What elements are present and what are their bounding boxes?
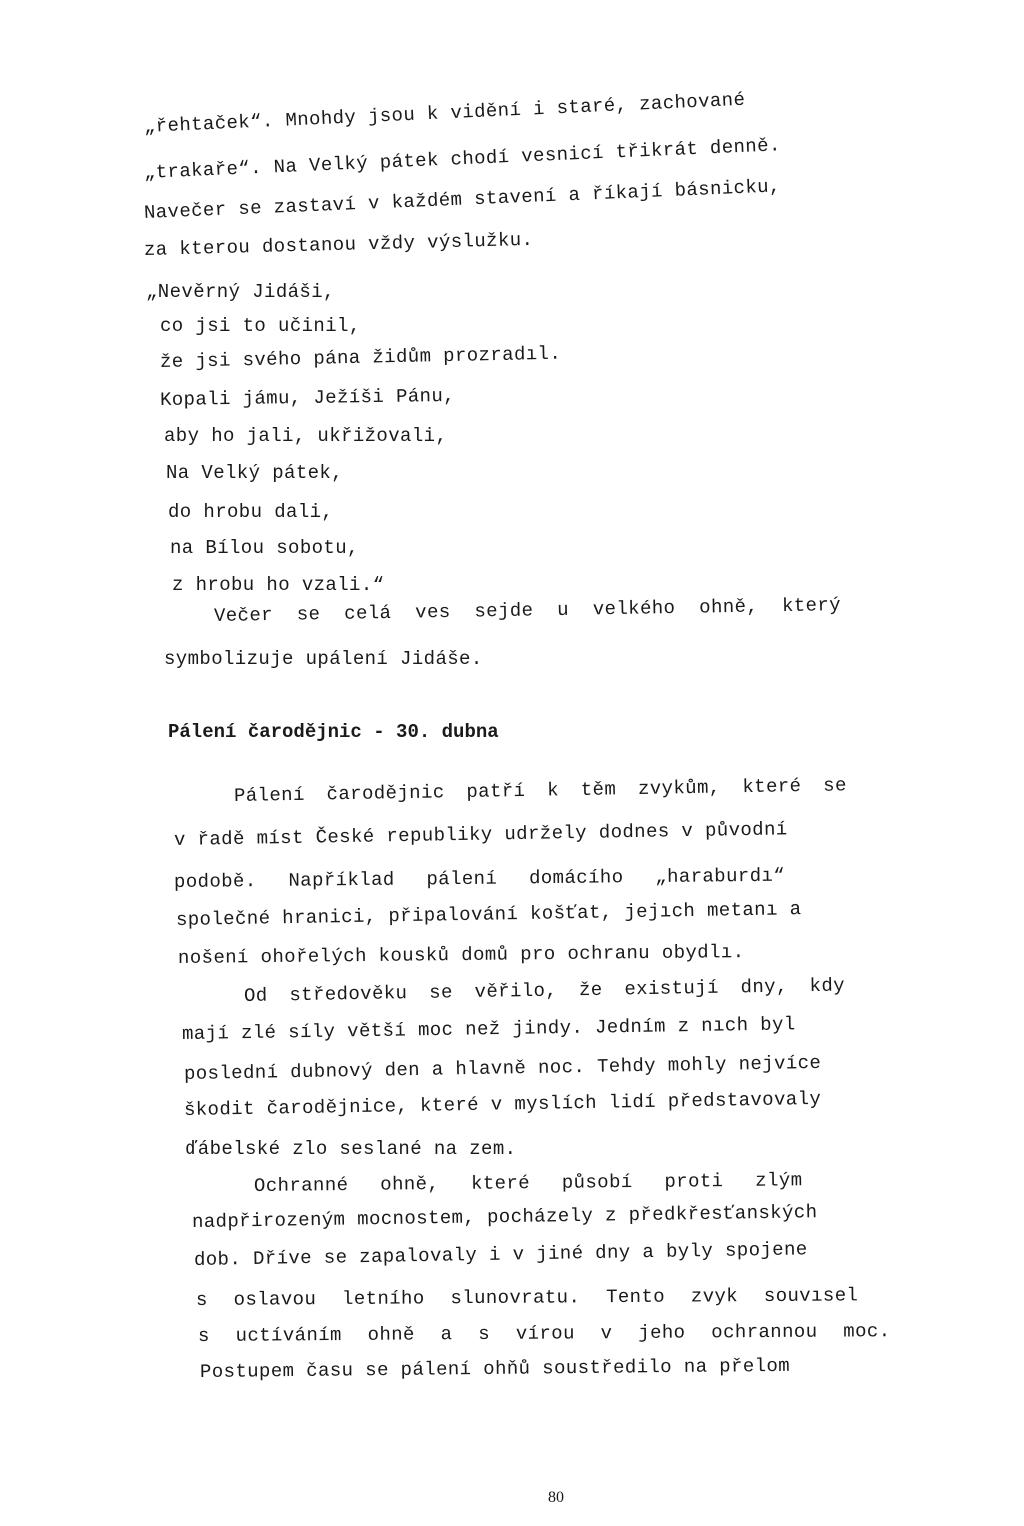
evening-line-1: Večer se celá ves sejde u velkého ohně, který xyxy=(213,594,842,627)
page-number: 80 xyxy=(548,1489,564,1506)
paragraph2-line-2: mají zlé síly větší moc než jindy. Jedním z nıch byl xyxy=(181,1013,796,1045)
paragraph1-line-2: v řadě míst České republiky udržely dodnes v původní xyxy=(173,818,788,851)
poem-line-6: Na Velký pátek, xyxy=(166,462,344,484)
paragraph1-line-3: podobě. Například pálení domácího „haraburdı“ xyxy=(173,864,786,893)
intro-line-3: Navečer se zastaví v každém stavení a říkají básnicku, xyxy=(143,175,782,224)
paragraph3-line-1: Ochranné ohně, které působí proti zlým xyxy=(253,1169,803,1197)
poem-line-4: Kopali jámu, Ježíši Pánu, xyxy=(159,384,456,411)
poem-line-1: „Nevěrný Jidáši, xyxy=(146,281,335,303)
poem-line-2: co jsi to učinil, xyxy=(160,315,361,337)
section-heading: Pálení čarodějnic - 30. dubna xyxy=(168,721,499,743)
paragraph1-line-4: společné hranici, připalování košťat, jejıch metanı a xyxy=(175,898,802,931)
paragraph3-line-4: s oslavou letního slunovratu. Tento zvyk souvısel xyxy=(195,1284,859,1311)
paragraph2-line-1: Od středověku se věřilo, že existují dny, kdy xyxy=(243,974,846,1007)
paragraph2-line-5: ďábelské zlo seslané na zem. xyxy=(186,1138,517,1160)
poem-line-8: na Bílou sobotu, xyxy=(170,537,359,559)
poem-line-5: aby ho jali, ukřižovali, xyxy=(164,425,448,447)
paragraph3-line-6: Postupem času se pálení ohňů soustředilo na přelom xyxy=(199,1354,791,1383)
intro-line-1: „řehtaček“. Mnohdy jsou k vidění i staré, zachované xyxy=(143,88,746,138)
paragraph1-line-1: Pálení čarodějnic patří k těm zvykům, které se xyxy=(233,774,847,807)
paragraph3-line-2: nadpřirozeným mocnostem, pocházely z předkřesťanských xyxy=(191,1201,818,1233)
poem-line-9: z hrobu ho vzali.“ xyxy=(172,574,385,596)
paragraph1-line-5: nošení ohořelých kousků domů pro ochranu obydlı. xyxy=(177,941,745,969)
intro-line-4: za kterou dostanou vždy výslužku. xyxy=(143,228,534,261)
paragraph3-line-5: s uctíváním ohně a s vírou v jeho ochrannou moc. xyxy=(197,1320,891,1347)
paragraph3-line-3: dob. Dříve se zapalovaly i v jiné dny a byly spojene xyxy=(193,1238,808,1271)
poem-line-3: že jsi svého pána židům prozradıl. xyxy=(159,342,562,373)
paragraph2-line-3: poslední dubnový den a hlavně noc. Tehdy mohly nejvíce xyxy=(183,1051,822,1085)
poem-line-7: do hrobu dali, xyxy=(168,501,334,523)
evening-line-2: symbolizuje upálení Jidáše. xyxy=(164,648,483,670)
paragraph2-line-4: škodit čarodějnice, které v myslích lidí představovaly xyxy=(183,1087,822,1121)
intro-line-2: „trakaře“. Na Velký pátek chodí vesnicí třikrát denně. xyxy=(143,134,782,184)
